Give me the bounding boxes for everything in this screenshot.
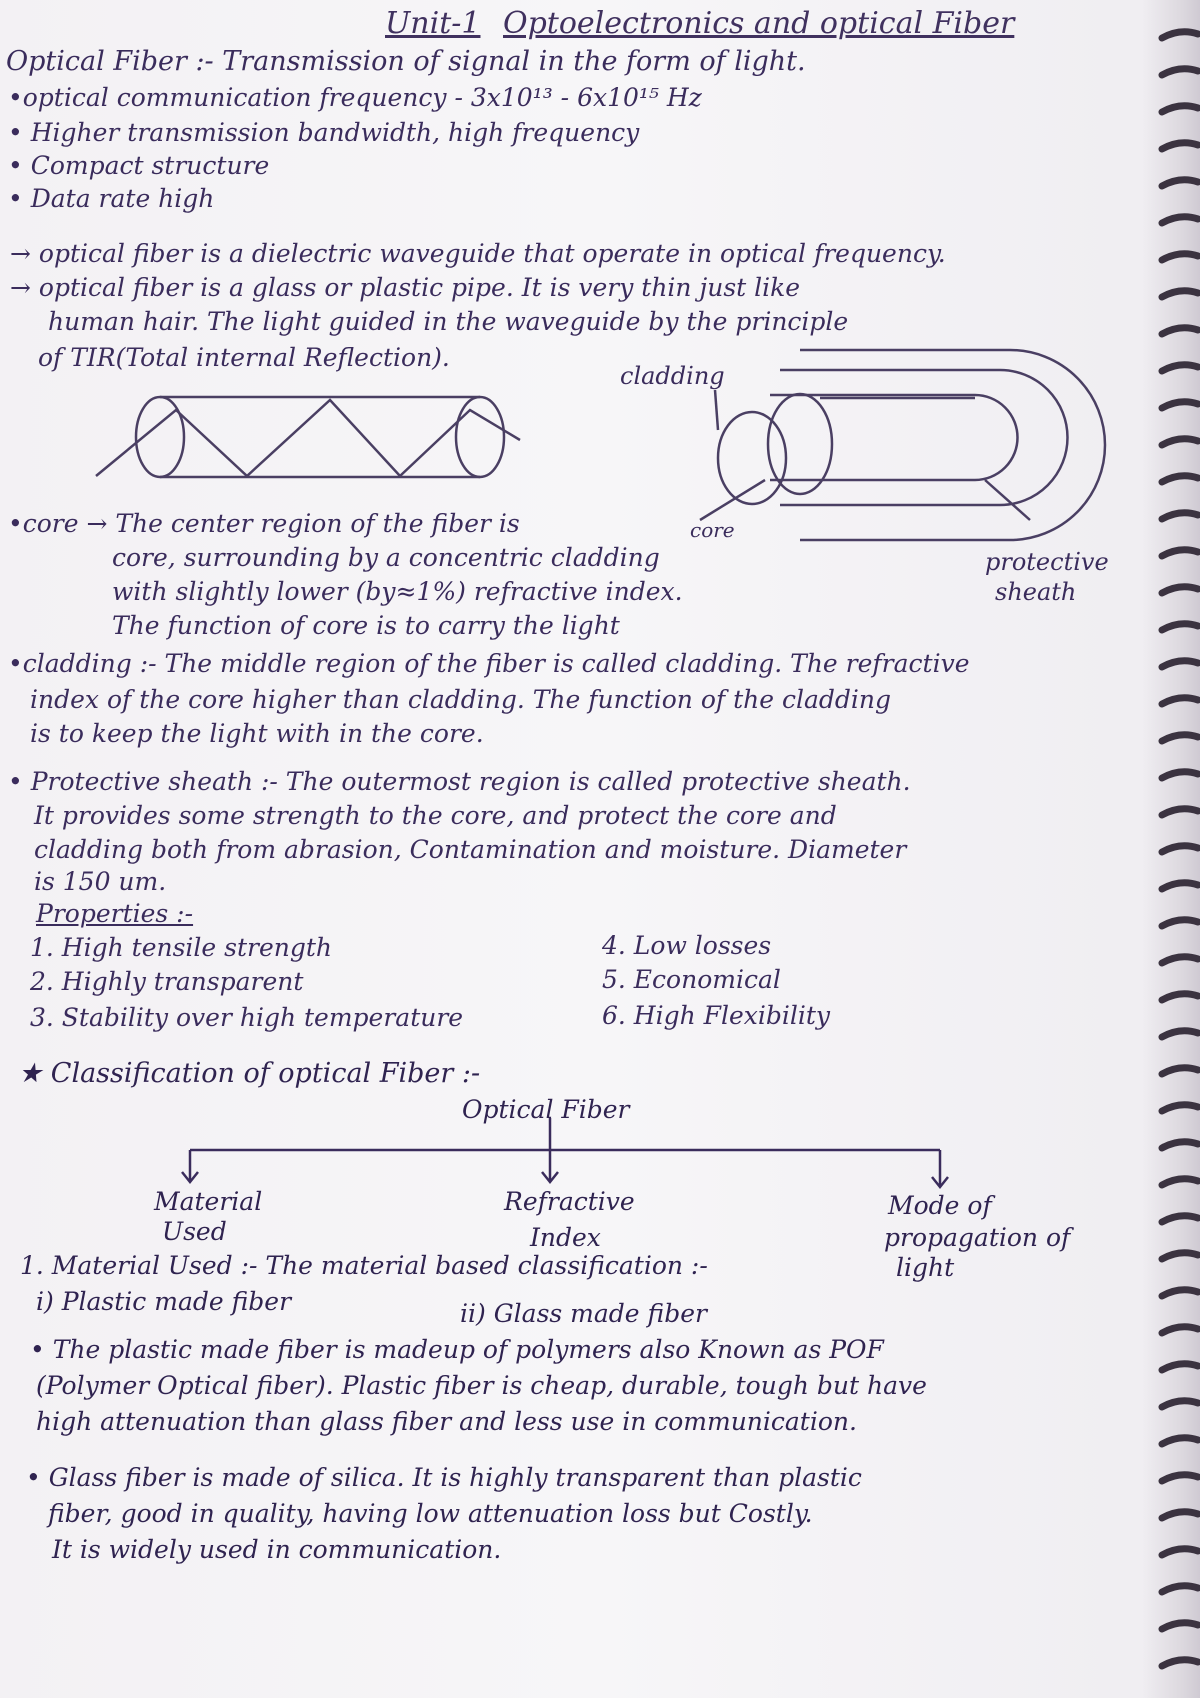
- sheath-label: protective: [985, 548, 1109, 576]
- spiral-ring: [1162, 143, 1198, 149]
- intro-bullet: • Higher transmission bandwidth, high frequency: [8, 118, 640, 147]
- spiral-ring: [1162, 180, 1198, 186]
- core-description: The function of core is to carry the light: [112, 611, 620, 640]
- spiral-ring: [1162, 1549, 1198, 1555]
- spiral-ring: [1162, 365, 1198, 371]
- spiral-ring: [1162, 809, 1198, 815]
- spiral-ring: [1162, 1068, 1198, 1074]
- spiral-ring: [1162, 328, 1198, 334]
- spiral-ring: [1162, 1586, 1198, 1592]
- tree-branch-label: Used: [162, 1217, 227, 1246]
- tree-branch-label: Index: [530, 1223, 601, 1252]
- intro-bullet: • Data rate high: [8, 184, 215, 213]
- spiral-ring: [1162, 1401, 1198, 1407]
- spiral-ring: [1162, 1290, 1198, 1296]
- spiral-ring: [1162, 550, 1198, 556]
- spiral-ring: [1162, 476, 1198, 482]
- property-item: 4. Low losses: [602, 931, 772, 960]
- core-label: core: [690, 518, 735, 542]
- tree-branch-label: Refractive: [504, 1187, 635, 1216]
- core-description: •core → The center region of the fiber is: [8, 509, 520, 538]
- spiral-ring: [1162, 513, 1198, 519]
- cladding-label: cladding: [620, 362, 725, 390]
- sheath-description: It provides some strength to the core, and protect the core and: [34, 801, 837, 830]
- material-heading: 1. Material Used :- The material based classification :-: [20, 1251, 708, 1280]
- spiral-ring: [1162, 1475, 1198, 1481]
- description-line: → optical fiber is a dielectric waveguide that operate in optical frequency.: [10, 239, 946, 268]
- spiral-ring: [1162, 1105, 1198, 1111]
- property-item: 1. High tensile strength: [30, 933, 333, 962]
- description-line: → optical fiber is a glass or plastic pipe. It is very thin just like: [10, 273, 801, 302]
- spiral-ring: [1162, 772, 1198, 778]
- intro-bullet: • Compact structure: [8, 151, 270, 180]
- tree-branch-label: light: [896, 1253, 955, 1282]
- spiral-ring: [1162, 1438, 1198, 1444]
- spiral-ring: [1162, 402, 1198, 408]
- property-item: 2. Highly transparent: [30, 967, 304, 996]
- sheath-label: sheath: [995, 578, 1077, 606]
- spiral-ring: [1162, 254, 1198, 260]
- cladding-description: •cladding :- The middle region of the fiber is called cladding. The refractive: [8, 649, 970, 678]
- spiral-ring: [1162, 1142, 1198, 1148]
- property-item: 6. High Flexibility: [602, 1001, 831, 1030]
- spiral-ring: [1162, 735, 1198, 741]
- plastic-fiber-text: (Polymer Optical fiber). Plastic fiber is cheap, durable, tough but have: [36, 1371, 927, 1400]
- tree-root-label: Optical Fiber: [462, 1095, 630, 1124]
- spiral-ring: [1162, 1364, 1198, 1370]
- spiral-ring: [1162, 1660, 1198, 1666]
- spiral-ring: [1162, 661, 1198, 667]
- glass-fiber-text: • Glass fiber is made of silica. It is highly transparent than plastic: [26, 1463, 862, 1492]
- property-item: 5. Economical: [602, 965, 781, 994]
- glass-fiber-text: It is widely used in communication.: [52, 1535, 502, 1564]
- material-type: ii) Glass made fiber: [460, 1299, 707, 1328]
- spiral-ring: [1162, 624, 1198, 630]
- spiral-ring: [1162, 1179, 1198, 1185]
- glass-fiber-text: fiber, good in quality, having low attenuation loss but Costly.: [48, 1499, 813, 1528]
- plastic-fiber-text: • The plastic made fiber is madeup of polymers also Known as POF: [30, 1335, 884, 1364]
- sheath-description: cladding both from abrasion, Contamination and moisture. Diameter: [34, 835, 907, 864]
- spiral-ring: [1162, 32, 1198, 38]
- spiral-ring: [1162, 698, 1198, 704]
- spiral-ring: [1162, 217, 1198, 223]
- intro-bullet: •optical communication frequency - 3x10¹³ - 6x10¹⁵ Hz: [8, 83, 702, 112]
- spiral-ring: [1162, 1216, 1198, 1222]
- property-item: 3. Stability over high temperature: [30, 1003, 464, 1032]
- spiral-ring: [1162, 957, 1198, 963]
- spiral-ring: [1162, 1512, 1198, 1518]
- fiber-definition: Optical Fiber :- Transmission of signal in the form of light.: [6, 46, 806, 77]
- spiral-ring: [1162, 883, 1198, 889]
- sheath-description: is 150 um.: [34, 867, 167, 896]
- spiral-ring: [1162, 1623, 1198, 1629]
- page-title: Optoelectronics and optical Fiber: [503, 6, 1015, 41]
- cladding-description: is to keep the light with in the core.: [30, 719, 484, 748]
- tree-branch-label: propagation of: [884, 1223, 1071, 1252]
- core-description: core, surrounding by a concentric cladding: [112, 543, 660, 572]
- unit-label: Unit-1: [385, 6, 481, 41]
- classification-heading: ★ Classification of optical Fiber :-: [18, 1058, 481, 1089]
- sheath-description: • Protective sheath :- The outermost region is called protective sheath.: [8, 767, 911, 796]
- spiral-ring: [1162, 69, 1198, 75]
- tree-branch-label: Mode of: [888, 1191, 992, 1220]
- plastic-fiber-text: high attenuation than glass fiber and less use in communication.: [36, 1407, 857, 1436]
- tree-branch-label: Material: [154, 1187, 263, 1216]
- spiral-ring: [1162, 439, 1198, 445]
- cladding-description: index of the core higher than cladding. The function of the cladding: [30, 685, 891, 714]
- spiral-ring: [1162, 994, 1198, 1000]
- spiral-ring: [1162, 1031, 1198, 1037]
- spiral-ring: [1162, 106, 1198, 112]
- core-description: with slightly lower (by≈1%) refractive index.: [112, 577, 683, 606]
- spiral-ring: [1162, 846, 1198, 852]
- description-line: of TIR(Total internal Reflection).: [38, 343, 450, 372]
- spiral-ring: [1162, 1327, 1198, 1333]
- properties-heading: Properties :-: [36, 899, 194, 928]
- spiral-ring: [1162, 920, 1198, 926]
- spiral-ring: [1162, 587, 1198, 593]
- description-line: human hair. The light guided in the waveguide by the principle: [48, 307, 849, 336]
- material-type: i) Plastic made fiber: [36, 1287, 292, 1316]
- spiral-ring: [1162, 291, 1198, 297]
- spiral-ring: [1162, 1253, 1198, 1259]
